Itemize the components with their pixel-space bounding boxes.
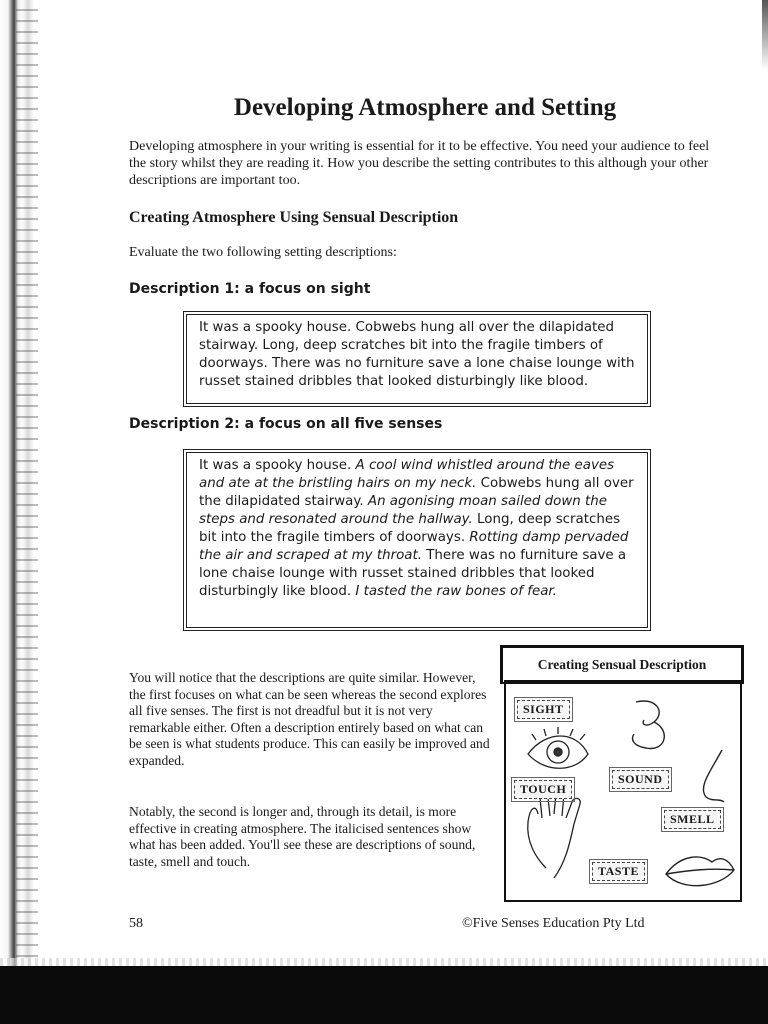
plain-sentence: Long, deep scratches bit into the fragile timbers of doorways.: [199, 512, 621, 545]
copyright: ©Five Senses Education Pty Ltd: [462, 916, 645, 931]
label-smell: SMELL: [664, 810, 721, 829]
page-number: 58: [129, 916, 143, 931]
description-1-text: It was a spooky house. Cobwebs hung all over the dilapidated stairway. Long, deep scratches bit into the fragile timbers of doorways. There was no furniture save a lone chaise lounge with russet stained dribbles that looked disturbingly like blood.: [199, 320, 635, 389]
plain-sentence: There was no furniture save a lone chaise lounge with russet stained dribbles that looked disturbingly like blood.: [199, 548, 627, 599]
hand-icon: [528, 790, 581, 879]
intro-paragraph: Developing atmosphere in your writing is essential for it to be effective. You need your audience to feel the story whilst they are reading it. How you describe the setting contributes to this although your other descriptions are important too.: [129, 139, 710, 188]
sensory-sentence: Rotting damp pervaded the air and scraped at my throat.: [199, 530, 629, 563]
body-paragraph-1: You will notice that the descriptions are quite similar. However, the first focuses on what can be seen whereas the second explores all five senses. The first is not dreadful but it is not very remarkable either. Often a description entirely based on what can be seen is what students produce. This can easily be improved and expanded.: [129, 670, 490, 768]
sensory-sentence: An agonising moan sailed down the steps and resonated around the hallway.: [199, 494, 608, 527]
label-touch: TOUCH: [514, 780, 572, 799]
page-title: Developing Atmosphere and Setting: [233, 94, 617, 121]
ear-icon: [633, 701, 665, 748]
lips-icon: [666, 857, 734, 886]
description-2-text: [199, 458, 634, 599]
evaluate-instruction: Evaluate the two following setting descriptions:: [129, 245, 397, 260]
scan-binding-specks: [16, 0, 38, 1024]
scan-bottom-bar: [0, 966, 768, 1024]
scan-bottom-strip: [0, 958, 768, 966]
label-sight: SIGHT: [517, 700, 570, 719]
senses-panel: [504, 680, 742, 902]
nose-icon: [703, 750, 724, 802]
plain-sentence: Cobwebs hung all over the dilapidated stairway.: [199, 476, 634, 509]
label-taste: TASTE: [592, 862, 645, 881]
body-paragraph-2: Notably, the second is longer and, through its detail, is more effective in creating atmosphere. The italicised sentences show what has been added. You'll see these are descriptions of sound, taste, smell and touch.: [129, 804, 476, 869]
sensory-sentence: I tasted the raw bones of fear.: [355, 584, 557, 599]
panel-title: Creating Sensual Description: [500, 645, 744, 684]
label-sound: SOUND: [612, 770, 669, 789]
eye-icon: [528, 727, 588, 768]
plain-sentence: It was a spooky house.: [199, 458, 356, 473]
description-1-heading: Description 1: a focus on sight: [129, 281, 371, 297]
description-2-heading: Description 2: a focus on all five senses: [129, 416, 443, 432]
section-subheading: Creating Atmosphere Using Sensual Description: [129, 209, 459, 226]
description-2-box: [186, 452, 648, 628]
scan-right-edge: [762, 0, 768, 70]
sensory-sentence: A cool wind whistled around the eaves and ate at the bristling hairs on my neck.: [199, 458, 615, 491]
description-1-box: [186, 314, 648, 404]
